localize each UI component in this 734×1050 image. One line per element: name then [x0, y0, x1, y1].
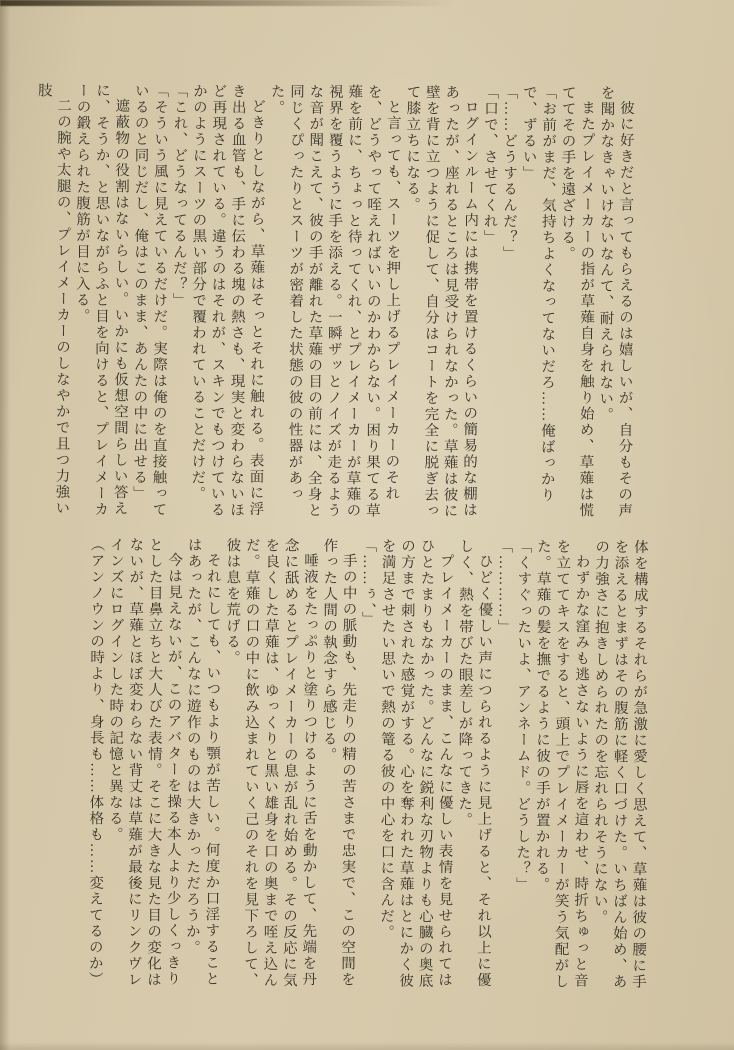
- paragraph: 二の腕や太腿の、プレイメーカーのしなやかで且つ力強い肢: [35, 82, 72, 516]
- paragraph: プレイメーカーのまま、こんなに優しい表情を見せられてはひとたまりもなかった。どんなに鋭利な刃物よりも心臓の奥底の方まで刺された感覚がする。心を奪われた草薙はとにかく彼を満足させたい思いで熱の篭る彼の中心を口に含んだ。: [377, 538, 454, 990]
- paragraph: 「これ、どうなってるんだ？」: [170, 83, 188, 309]
- paragraph: 「…………」: [495, 538, 513, 636]
- paragraph: と言っても、スーツを押し上げるプレイメーカーのそれを、どうやって咥えればいいのかわからない。困り果てる草薙を前に、ちょっと待ってくれ、とプレイメーカーが草薙の視界を覆うように手を添える。一瞬ザッとノイズが走るような音が聞こえて、彼の手が離れた草薙の目の前には、全身と同じくぴったりとスーツが密着した状態の彼の性器があった。: [268, 83, 402, 519]
- scan-edge-bottom-shadow: [0, 1042, 734, 1050]
- paragraph: 彼に好きだと言ってもらえるのは嬉しいが、自分もその声を聞かなきゃいけないなんて、耐えられない。: [597, 85, 634, 519]
- vertical-text-block-top: [35, 82, 635, 534]
- paragraph: ログインルーム内には携帯を置けるくらいの簡易的な棚はあったが、座れるところは見受けられなかった。草薙は彼に壁を背に立つように促して、自分はコートを完全に脱ぎ去って膝立ちになる。: [403, 84, 479, 520]
- paragraph: 手の中の脈動も、先走りの精の苦さまで忠実で、この空間を作った人間の執念すら感じる。: [320, 537, 357, 988]
- paragraph: どきりとしながら、草薙はそっとそれに触れる。表面に浮き出る血管も、手に伝わる塊の熱さも、現実と変わらないほど再現されている。違うのはそれが、スキンでもつけているかのようにスーツの黒い部分で覆われていることだけだ。: [189, 83, 266, 519]
- paragraph: 「そういう風に見えているだけだ。実際は俺のを直接触っているのと同じだし、俺はこのまま、あんたの中に出せる」: [130, 83, 169, 518]
- paragraph: （アンノウンの時より、身長も……体格も……変えてるのか）: [86, 536, 105, 988]
- paragraph: 「お前がまだ、気持ちよくなってないだろ……俺ばっかりで、ずるい」: [520, 84, 557, 504]
- scan-edge-top-artifact: [0, 0, 455, 6]
- scan-edge-left-shadow: [0, 0, 10, 1050]
- paragraph: ひどく優しい声につられるように見上げると、それ以上に優しく、熱を帯びた眼差しが降ってきた。: [456, 538, 493, 988]
- paragraph: 唾液をたっぷりと塗りつけるように舌を動かして、先端を丹念に舐めるとプレイメーカーの息が乱れ始める。その反応に気を良くした草薙は、ゆっくりと黒い雄身を口の奥まで咥え込んだ。草薙の口の中に飲み込まれていく己のそれを見下ろして、彼は息を荒げる。: [223, 537, 319, 989]
- paragraph: 「口で、させてくれ」: [481, 84, 499, 246]
- paragraph: 今は見えないが、このアバターを操る本人より少しくっきりとした目鼻立ちと大人びた表情。そこに大きな見た目の変化はないが、草薙とほぼ変わらない背丈は草薙が最後にリンクヴレインズにログインした時の記憶と異なる。: [106, 536, 183, 988]
- paragraph: 「……ぅ、」: [359, 538, 377, 628]
- vertical-text-block-bottom: [61, 537, 649, 992]
- paragraph: 「……どうするんだ？」: [500, 84, 518, 262]
- paragraph: 体を構成するそれらが急激に愛しく思えて、草薙は彼の腰に手を添えるとまずはその腹筋に軽く口づけた。いちばん始め、あの力強さに抱きしめられたのを忘れられそうにない。: [591, 539, 648, 991]
- paragraph: 「くすぐったいよ、アンネームド。どうした？」: [514, 538, 532, 893]
- paragraph: わずかな窪みも逃さないように唇を這わせ、時折ちゅっと音を立ててキスをすると、頭上でプレイメーカーが笑う気配がした。草薙の髪を撫でるように彼の手が置かれる。: [533, 538, 590, 990]
- paragraph: それにしても、いつもより顎が苦しい。何度か口淫することはあったが、こんなに遊作のものは大きかっただろうか。: [183, 537, 221, 987]
- paragraph: 遮蔽物の役割はないらしい。いかにも仮想空間らしい答えに、そうか、と思いながらふと目を向けると、プレイメーカーの鍛えられた腹筋が目に入る。: [73, 82, 130, 518]
- paragraph: またプレイメーカーの指が草薙自身を触り始め、草薙は慌ててその手を遠ざける。: [558, 84, 596, 519]
